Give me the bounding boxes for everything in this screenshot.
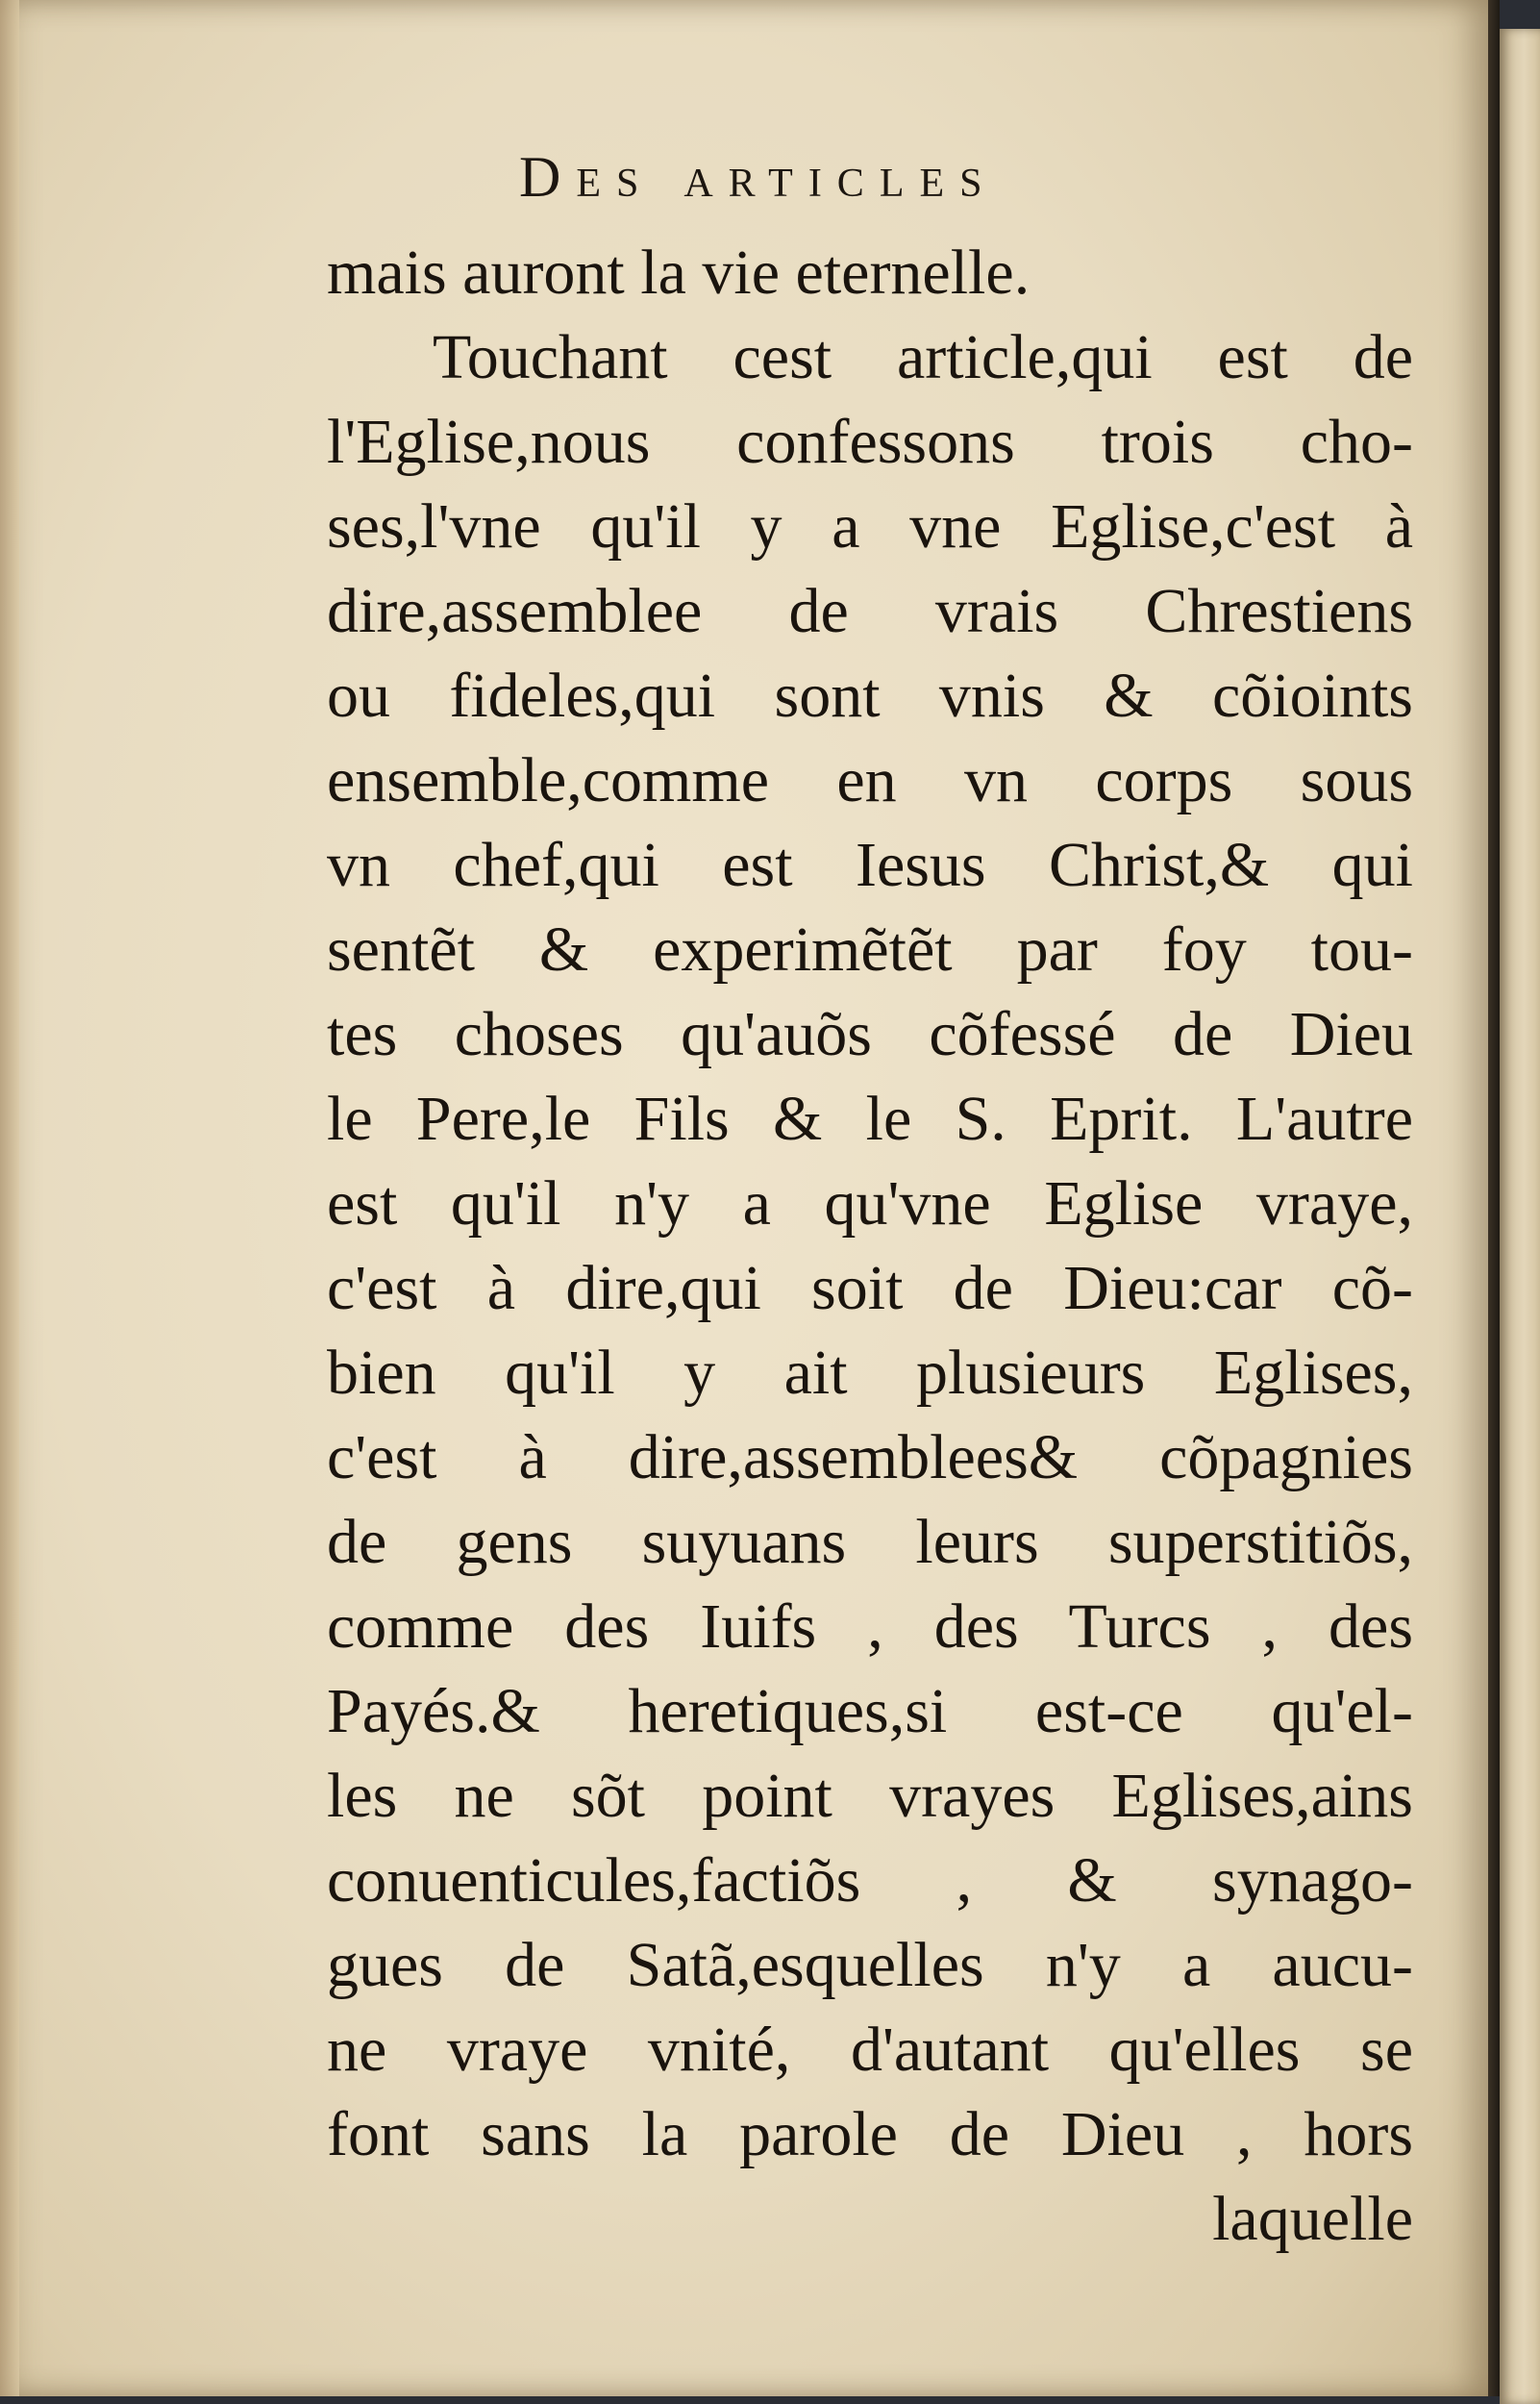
text-line: ensemble,comme en vn corps sous <box>327 745 1413 815</box>
page-edge <box>0 0 19 2396</box>
text-line: Touchant cest article,qui est de <box>433 322 1413 392</box>
text-line: c'est à dire,assemblees& cõpagnies <box>327 1422 1413 1492</box>
next-page-edge <box>1500 29 1540 2404</box>
text-line: dire,assemblee de vrais Chrestiens <box>327 576 1413 646</box>
text-line: mais auront la vie eternelle. <box>327 238 1031 308</box>
text-line: ne vraye vnité, d'autant qu'elles se <box>327 2015 1413 2085</box>
text-line: les ne sõt point vrayes Eglises,ains <box>327 1761 1413 1831</box>
text-line: bien qu'il y ait plusieurs Eglises, <box>327 1338 1413 1408</box>
text-line: c'est à dire,qui soit de Dieu:car cõ- <box>327 1253 1413 1323</box>
text-line: gues de Satã,esquelles n'y a aucu- <box>327 1930 1413 2000</box>
text-line: est qu'il n'y a qu'vne Eglise vraye, <box>327 1168 1413 1239</box>
text-line: ses,l'vne qu'il y a vne Eglise,c'est à <box>327 491 1413 562</box>
text-line: sentẽt & experimẽtẽt par foy tou- <box>327 914 1413 985</box>
text-block <box>327 231 1413 2262</box>
text-line: le Pere,le Fils & le S. Eprit. L'autre <box>327 1084 1413 1154</box>
text-line: vn chef,qui est Iesus Christ,& qui <box>327 830 1413 900</box>
text-line: Payés.& heretiques,si est-ce qu'el- <box>327 1676 1413 1746</box>
text-line: conuenticules,factiõs , & synago- <box>327 1845 1413 1916</box>
running-head: Des articles <box>519 145 998 209</box>
text-line: l'Eglise,nous confessons trois cho- <box>327 407 1413 477</box>
text-line: de gens suyuans leurs superstitiõs, <box>327 1507 1413 1577</box>
book-gutter <box>1488 0 1500 2396</box>
text-line: font sans la parole de Dieu , hors <box>327 2099 1413 2169</box>
catchword: laquelle <box>1212 2184 1413 2254</box>
text-line: comme des Iuifs , des Turcs , des <box>327 1591 1413 1662</box>
text-line: ou fideles,qui sont vnis & cõioints <box>327 661 1413 731</box>
text-line: tes choses qu'auõs cõfessé de Dieu <box>327 999 1413 1069</box>
